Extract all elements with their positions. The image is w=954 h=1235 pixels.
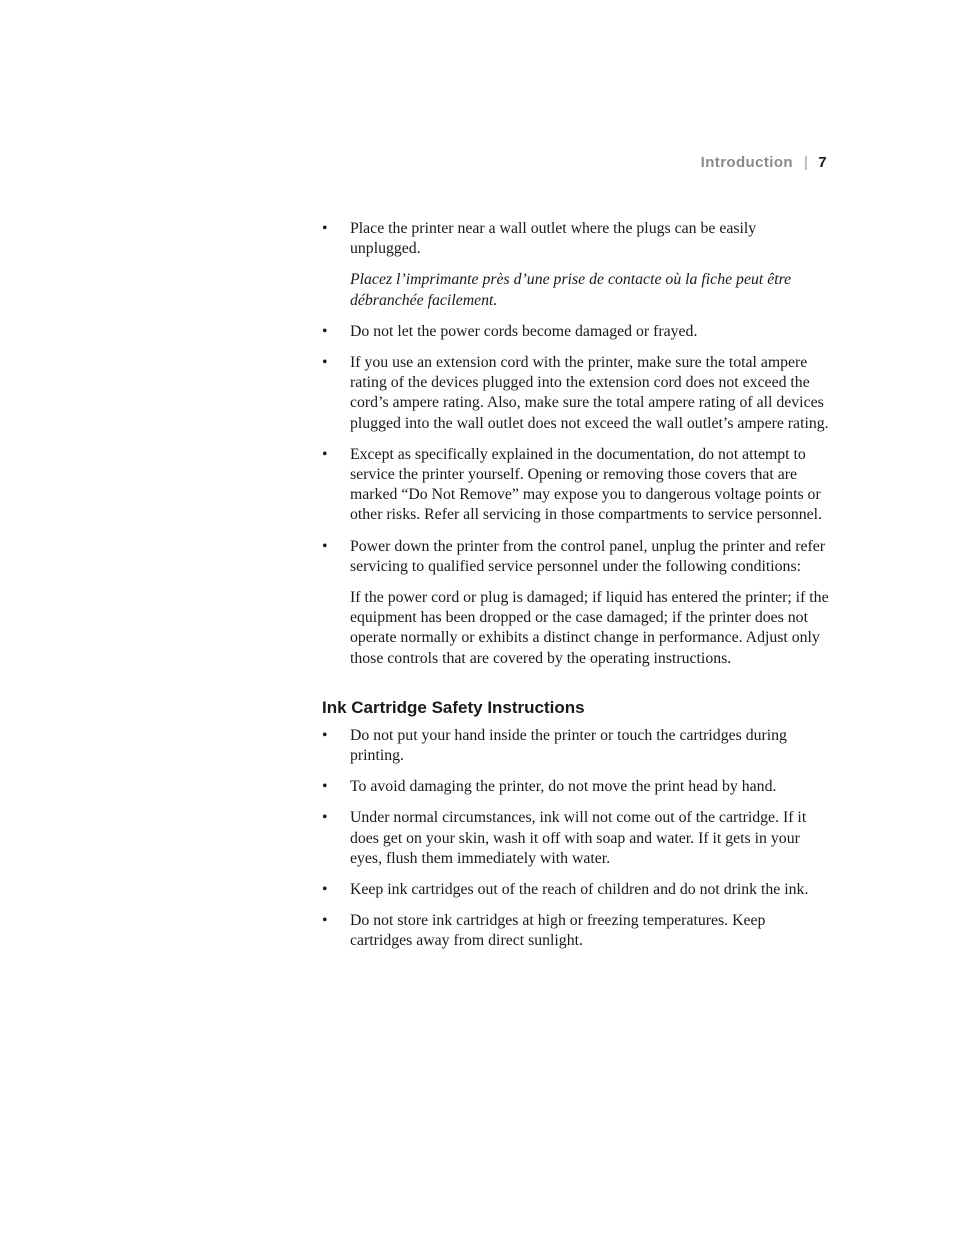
header-separator: | xyxy=(803,154,809,171)
list-item-text: Do not let the power cords become damaged or frayed. xyxy=(350,322,698,340)
list-item xyxy=(322,911,830,951)
section-heading: Ink Cartridge Safety Instructions xyxy=(322,697,585,717)
bullet-marker: • xyxy=(322,445,328,463)
list-item xyxy=(322,445,830,526)
list-item xyxy=(322,537,830,669)
bullet-marker: • xyxy=(322,322,328,340)
page-number: 7 xyxy=(818,154,827,171)
list-item-conditions: If the power cord or plug is damaged; if liquid has entered the printer; if the equipment has been dropped or the case damaged; if the printer does not operate normally or exhibits a distinct change in performance. Adjust only those controls that are covered by the operating instructions. xyxy=(350,589,829,667)
bullet-marker: • xyxy=(322,220,328,237)
list-item-text: Do not store ink cartridges at high or freezing temperatures. Keep cartridges away from direct sunlight. xyxy=(350,912,766,950)
bullet-marker: • xyxy=(322,537,328,555)
list-item xyxy=(322,880,830,900)
bullet-marker: • xyxy=(322,912,328,930)
list-item xyxy=(322,353,830,434)
list-item-text: Do not put your hand inside the printer or touch the cartridges during printing. xyxy=(350,726,787,765)
bullet-marker: • xyxy=(322,778,328,796)
list-item-text: Except as specifically explained in the documentation, do not attempt to service the printer yourself. Opening or removing those covers that are marked “Do Not Remove” may expose you to dangerous voltage points or other risks. Refer all servicing in those compartments to service personnel. xyxy=(350,445,823,524)
bullet-marker: • xyxy=(322,726,328,744)
list-item-text: Power down the printer from the control panel, unplug the printer and refer servicing to qualified service personnel under the following conditions: xyxy=(350,537,826,575)
list-item xyxy=(322,726,830,766)
list-item-text: To avoid damaging the printer, do not move the print head by hand. xyxy=(350,778,777,796)
running-header xyxy=(701,154,827,171)
safety-list-general xyxy=(322,219,830,669)
list-item xyxy=(322,777,830,797)
page-body xyxy=(322,219,830,963)
list-item xyxy=(322,219,830,311)
bullet-marker: • xyxy=(322,809,328,827)
list-item-text: Keep ink cartridges out of the reach of children and do not drink the ink. xyxy=(350,881,809,899)
list-item-text: Under normal circumstances, ink will not come out of the cartridge. If it does get on your skin, wash it off with soap and water. If it gets in your eyes, flush them immediately with water. xyxy=(350,809,807,867)
safety-list-ink xyxy=(322,726,830,952)
list-item-text: Place the printer near a wall outlet where the plugs can be easily unplugged. xyxy=(350,220,757,258)
list-item xyxy=(322,808,830,869)
french-translation: Placez l’imprimante près d’une prise de contacte où la fiche peut être débranchée facilement. xyxy=(350,271,792,309)
section-title: Introduction xyxy=(700,154,793,171)
bullet-marker: • xyxy=(322,354,328,372)
list-item-text: If you use an extension cord with the printer, make sure the total ampere rating of the devices plugged into the extension cord does not exceed the cord’s ampere rating. Also, make sure the total ampere rating of all devices plugged into the wall outlet does not exceed the wall outlet’s ampere rating. xyxy=(350,354,829,432)
bullet-marker: • xyxy=(322,881,328,899)
list-item xyxy=(322,322,830,342)
